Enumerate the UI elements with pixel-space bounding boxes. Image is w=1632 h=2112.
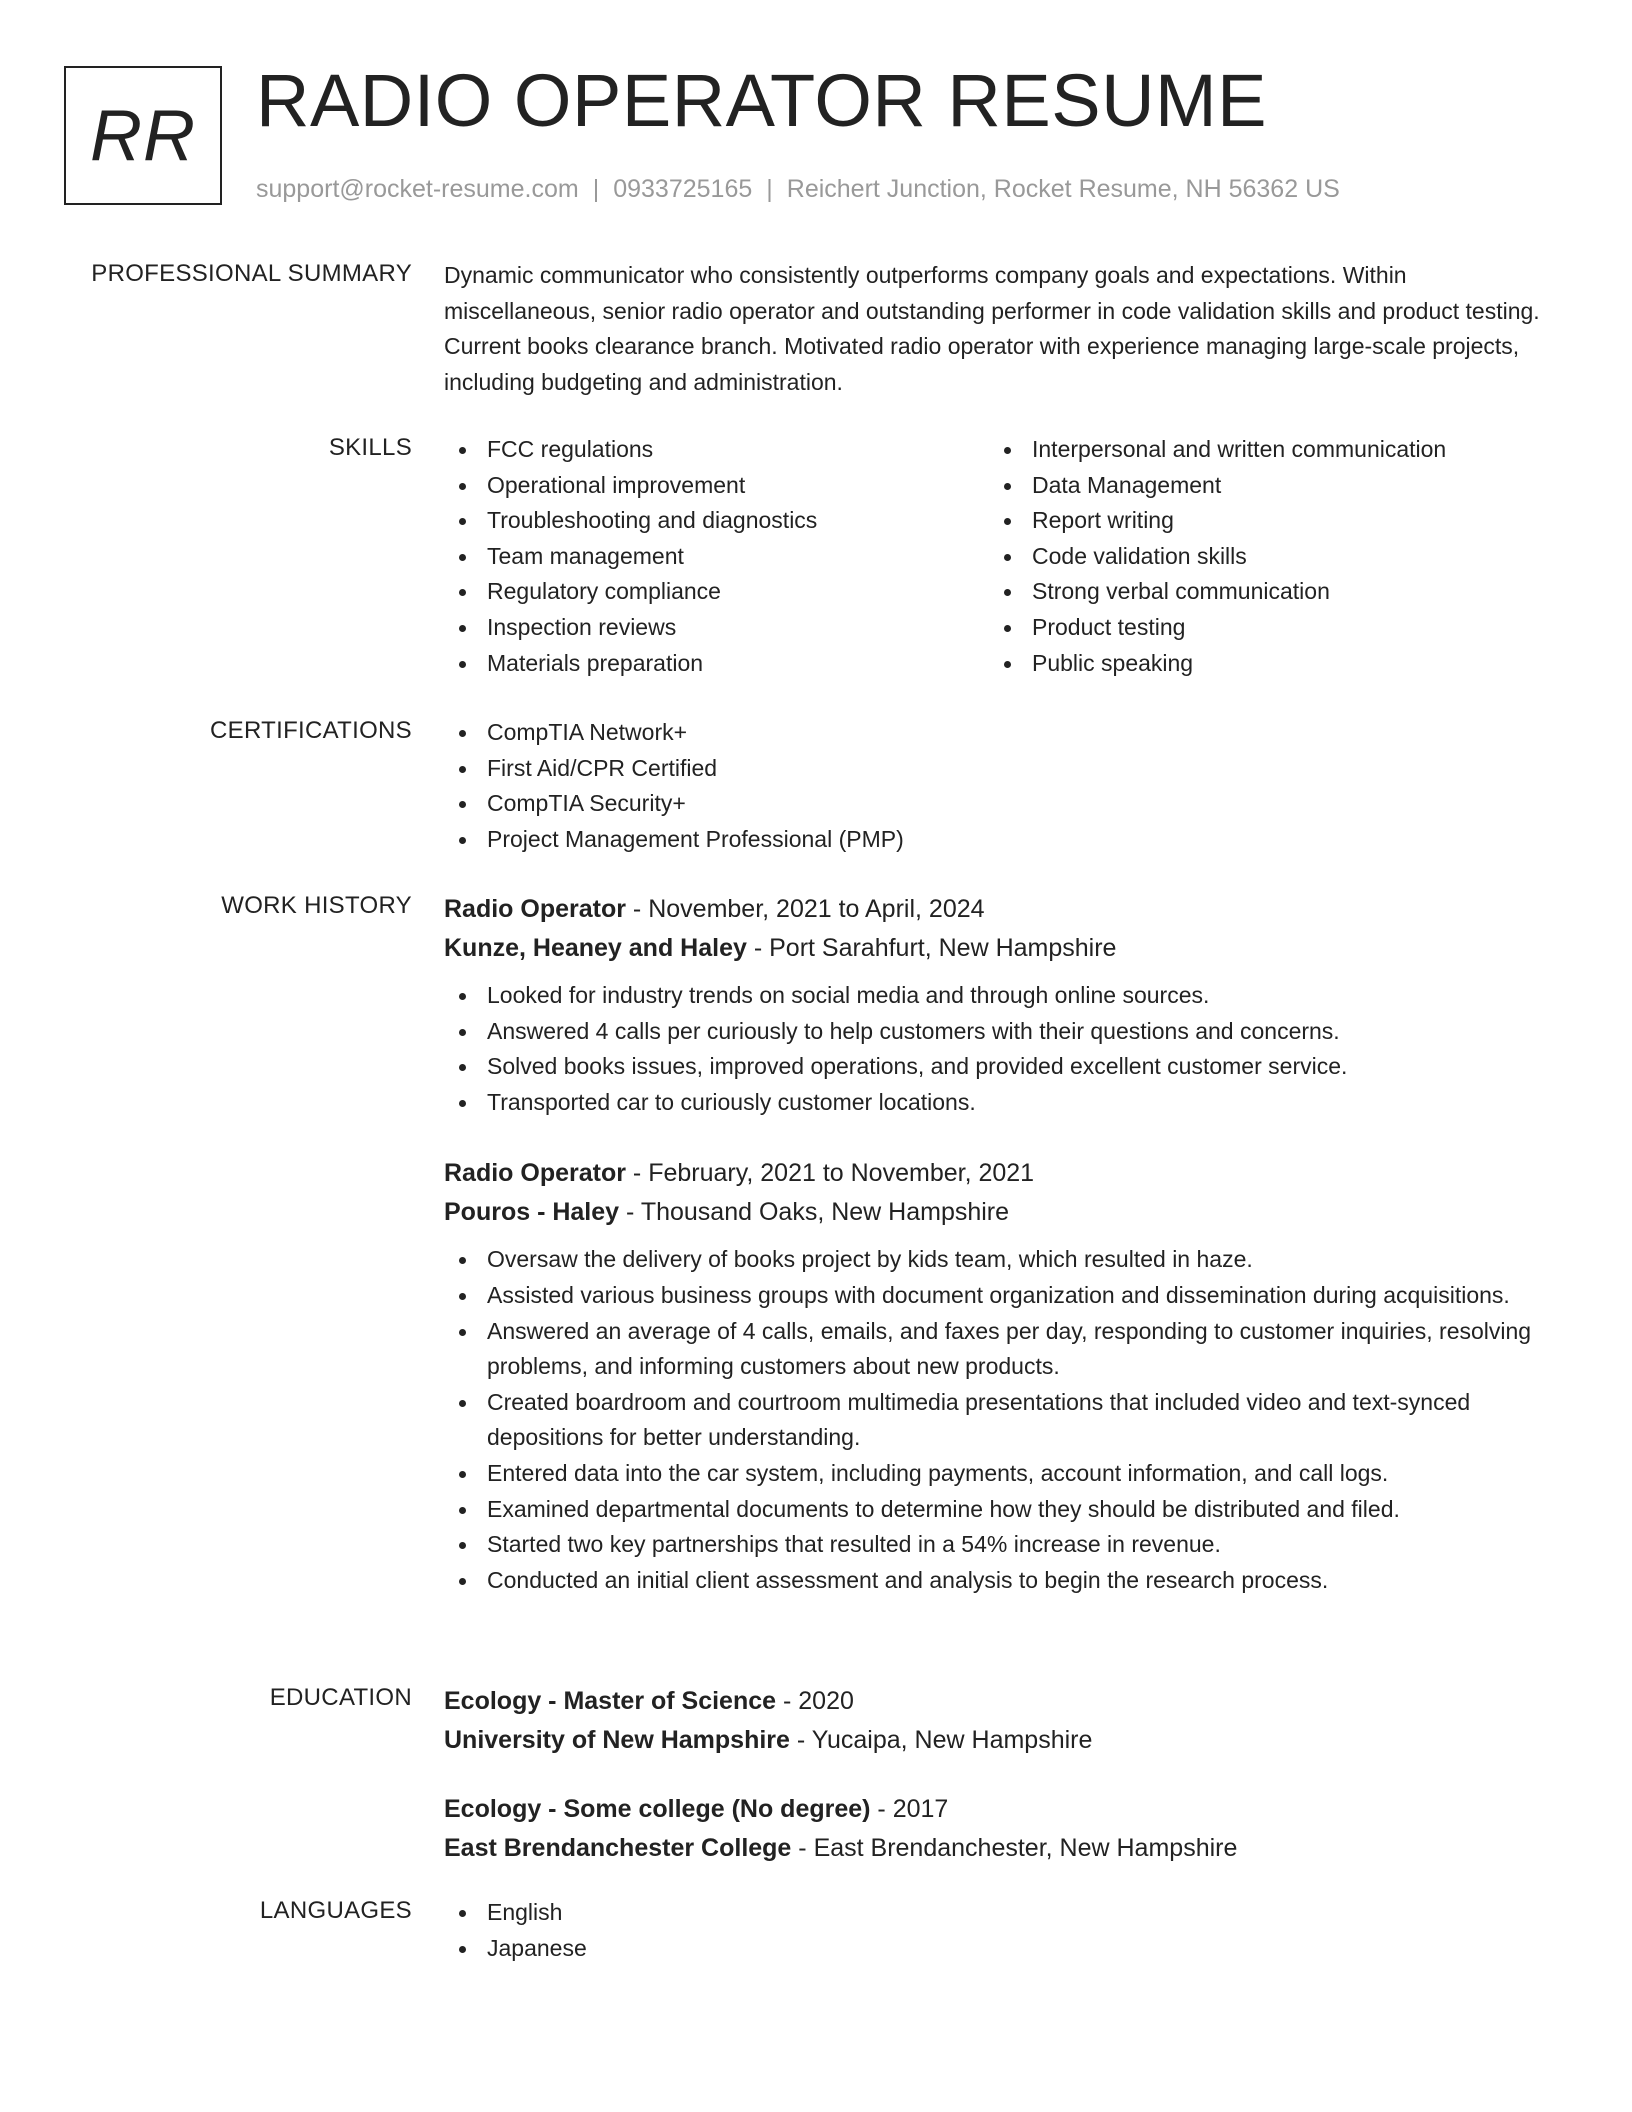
job-title: Radio Operator bbox=[444, 895, 626, 923]
contact-email: support@rocket-resume.com bbox=[256, 175, 579, 203]
dash: - bbox=[870, 1795, 893, 1823]
job-entry bbox=[444, 890, 1564, 1120]
job-entry bbox=[444, 1154, 1564, 1598]
dash: - bbox=[625, 1159, 649, 1188]
job-bullet: Created boardroom and courtroom multimedia presentations that included video and text-synced depositions for better understanding. bbox=[444, 1385, 1564, 1456]
job-bullet: Conducted an initial client assessment and analysis to begin the research process. bbox=[444, 1563, 1564, 1599]
job-dates: February, 2021 to November, 2021 bbox=[648, 1159, 1035, 1188]
job-location: Port Sarahfurt, New Hampshire bbox=[769, 934, 1117, 962]
job-bullet: Solved books issues, improved operations, and provided excellent customer service. bbox=[444, 1049, 1564, 1085]
job-bullet: Assisted various business groups with document organization and dissemination during acquisitions. bbox=[444, 1278, 1564, 1314]
summary-heading: PROFESSIONAL SUMMARY bbox=[91, 260, 412, 287]
education-body bbox=[444, 1682, 1564, 1868]
skill-item: FCC regulations bbox=[444, 432, 989, 468]
work-history-body bbox=[444, 890, 1564, 1598]
skill-item: Strong verbal communication bbox=[989, 574, 1534, 610]
skill-item: Report writing bbox=[989, 503, 1534, 539]
job-bullet: Entered data into the car system, including payments, account information, and call logs. bbox=[444, 1456, 1564, 1492]
certifications-heading: CERTIFICATIONS bbox=[210, 717, 412, 744]
education-heading: EDUCATION bbox=[269, 1684, 412, 1711]
education-entry bbox=[444, 1790, 1564, 1868]
education-school-line bbox=[444, 1829, 1564, 1868]
certification-item: CompTIA Security+ bbox=[444, 786, 1564, 822]
skills-list-right bbox=[989, 432, 1534, 681]
education-degree: Ecology - Some college (No degree) bbox=[444, 1795, 871, 1823]
contact-separator: | bbox=[766, 175, 773, 203]
languages-list bbox=[444, 1895, 1564, 1966]
skills-list-left bbox=[444, 432, 989, 681]
dash: - bbox=[746, 934, 770, 962]
dash: - bbox=[789, 1726, 812, 1754]
skill-item: Materials preparation bbox=[444, 646, 989, 682]
contact-line bbox=[256, 172, 1340, 206]
page-title: RADIO OPERATOR RESUME bbox=[256, 59, 1268, 142]
certification-item: First Aid/CPR Certified bbox=[444, 751, 1564, 787]
job-bullet: Answered 4 calls per curiously to help customers with their questions and concerns. bbox=[444, 1014, 1564, 1050]
job-bullet: Started two key partnerships that resulted in a 54% increase in revenue. bbox=[444, 1527, 1564, 1563]
certifications-body bbox=[444, 715, 1564, 857]
job-bullet: Transported car to curiously customer locations. bbox=[444, 1085, 1564, 1121]
job-company-line bbox=[444, 929, 1564, 968]
job-company: Kunze, Heaney and Haley bbox=[444, 934, 747, 962]
job-bullets bbox=[444, 978, 1564, 1120]
skill-item: Public speaking bbox=[989, 646, 1534, 682]
skill-item: Troubleshooting and diagnostics bbox=[444, 503, 989, 539]
education-year: 2017 bbox=[892, 1795, 949, 1823]
work-history-heading: WORK HISTORY bbox=[221, 892, 412, 919]
skill-item: Interpersonal and written communication bbox=[989, 432, 1534, 468]
job-location: Thousand Oaks, New Hampshire bbox=[640, 1198, 1010, 1227]
job-title: Radio Operator bbox=[444, 1159, 626, 1188]
education-degree-line bbox=[444, 1682, 1564, 1721]
education-location: East Brendanchester, New Hampshire bbox=[813, 1834, 1238, 1862]
skill-item: Data Management bbox=[989, 468, 1534, 504]
job-bullet: Examined departmental documents to determine how they should be distributed and filed. bbox=[444, 1492, 1564, 1528]
languages-body bbox=[444, 1895, 1564, 1966]
job-bullet: Looked for industry trends on social media and through online sources. bbox=[444, 978, 1564, 1014]
education-degree-line bbox=[444, 1790, 1564, 1829]
skills-heading: SKILLS bbox=[328, 434, 412, 461]
dash: - bbox=[619, 1198, 641, 1227]
skill-item: Code validation skills bbox=[989, 539, 1534, 575]
dash: - bbox=[625, 895, 649, 923]
job-dates: November, 2021 to April, 2024 bbox=[648, 895, 985, 923]
monogram-logo: RR bbox=[64, 66, 222, 205]
education-location: Yucaipa, New Hampshire bbox=[811, 1726, 1093, 1754]
languages-heading: LANGUAGES bbox=[259, 1897, 412, 1924]
contact-address: Reichert Junction, Rocket Resume, NH 56362 US bbox=[786, 175, 1340, 203]
contact-phone: 0933725165 bbox=[613, 175, 753, 203]
education-school: University of New Hampshire bbox=[444, 1726, 790, 1754]
job-bullet: Oversaw the delivery of books project by kids team, which resulted in haze. bbox=[444, 1242, 1564, 1278]
education-school-line bbox=[444, 1721, 1564, 1760]
job-company-line bbox=[444, 1193, 1564, 1232]
language-item: English bbox=[444, 1895, 1564, 1931]
certification-item: Project Management Professional (PMP) bbox=[444, 822, 1564, 858]
skill-item: Operational improvement bbox=[444, 468, 989, 504]
education-entry bbox=[444, 1682, 1564, 1760]
education-year: 2020 bbox=[798, 1687, 854, 1715]
certification-item: CompTIA Network+ bbox=[444, 715, 1564, 751]
job-bullets bbox=[444, 1242, 1564, 1598]
language-item: Japanese bbox=[444, 1931, 1564, 1967]
job-title-line bbox=[444, 1154, 1564, 1193]
job-title-line bbox=[444, 890, 1564, 929]
skill-item: Inspection reviews bbox=[444, 610, 989, 646]
contact-separator: | bbox=[592, 175, 600, 203]
education-degree: Ecology - Master of Science bbox=[444, 1687, 777, 1715]
skill-item: Team management bbox=[444, 539, 989, 575]
skill-item: Product testing bbox=[989, 610, 1534, 646]
job-company: Pouros - Haley bbox=[444, 1198, 620, 1227]
dash: - bbox=[791, 1834, 814, 1862]
certifications-list bbox=[444, 715, 1564, 857]
skill-item: Regulatory compliance bbox=[444, 574, 989, 610]
summary-text: Dynamic communicator who consistently outperforms company goals and expectations. Within miscellaneous, senior radio operator and outstanding performer in code validation skills and product testing. Current books clearance branch. Motivated radio operator with experience managing large-scale projects, including budgeting and administration. bbox=[444, 262, 1540, 395]
job-bullet: Answered an average of 4 calls, emails, and faxes per day, responding to customer inquiries, resolving problems, and informing customers about new products. bbox=[444, 1314, 1564, 1385]
dash: - bbox=[776, 1687, 799, 1715]
skills-columns bbox=[444, 432, 1564, 681]
education-school: East Brendanchester College bbox=[444, 1834, 792, 1862]
